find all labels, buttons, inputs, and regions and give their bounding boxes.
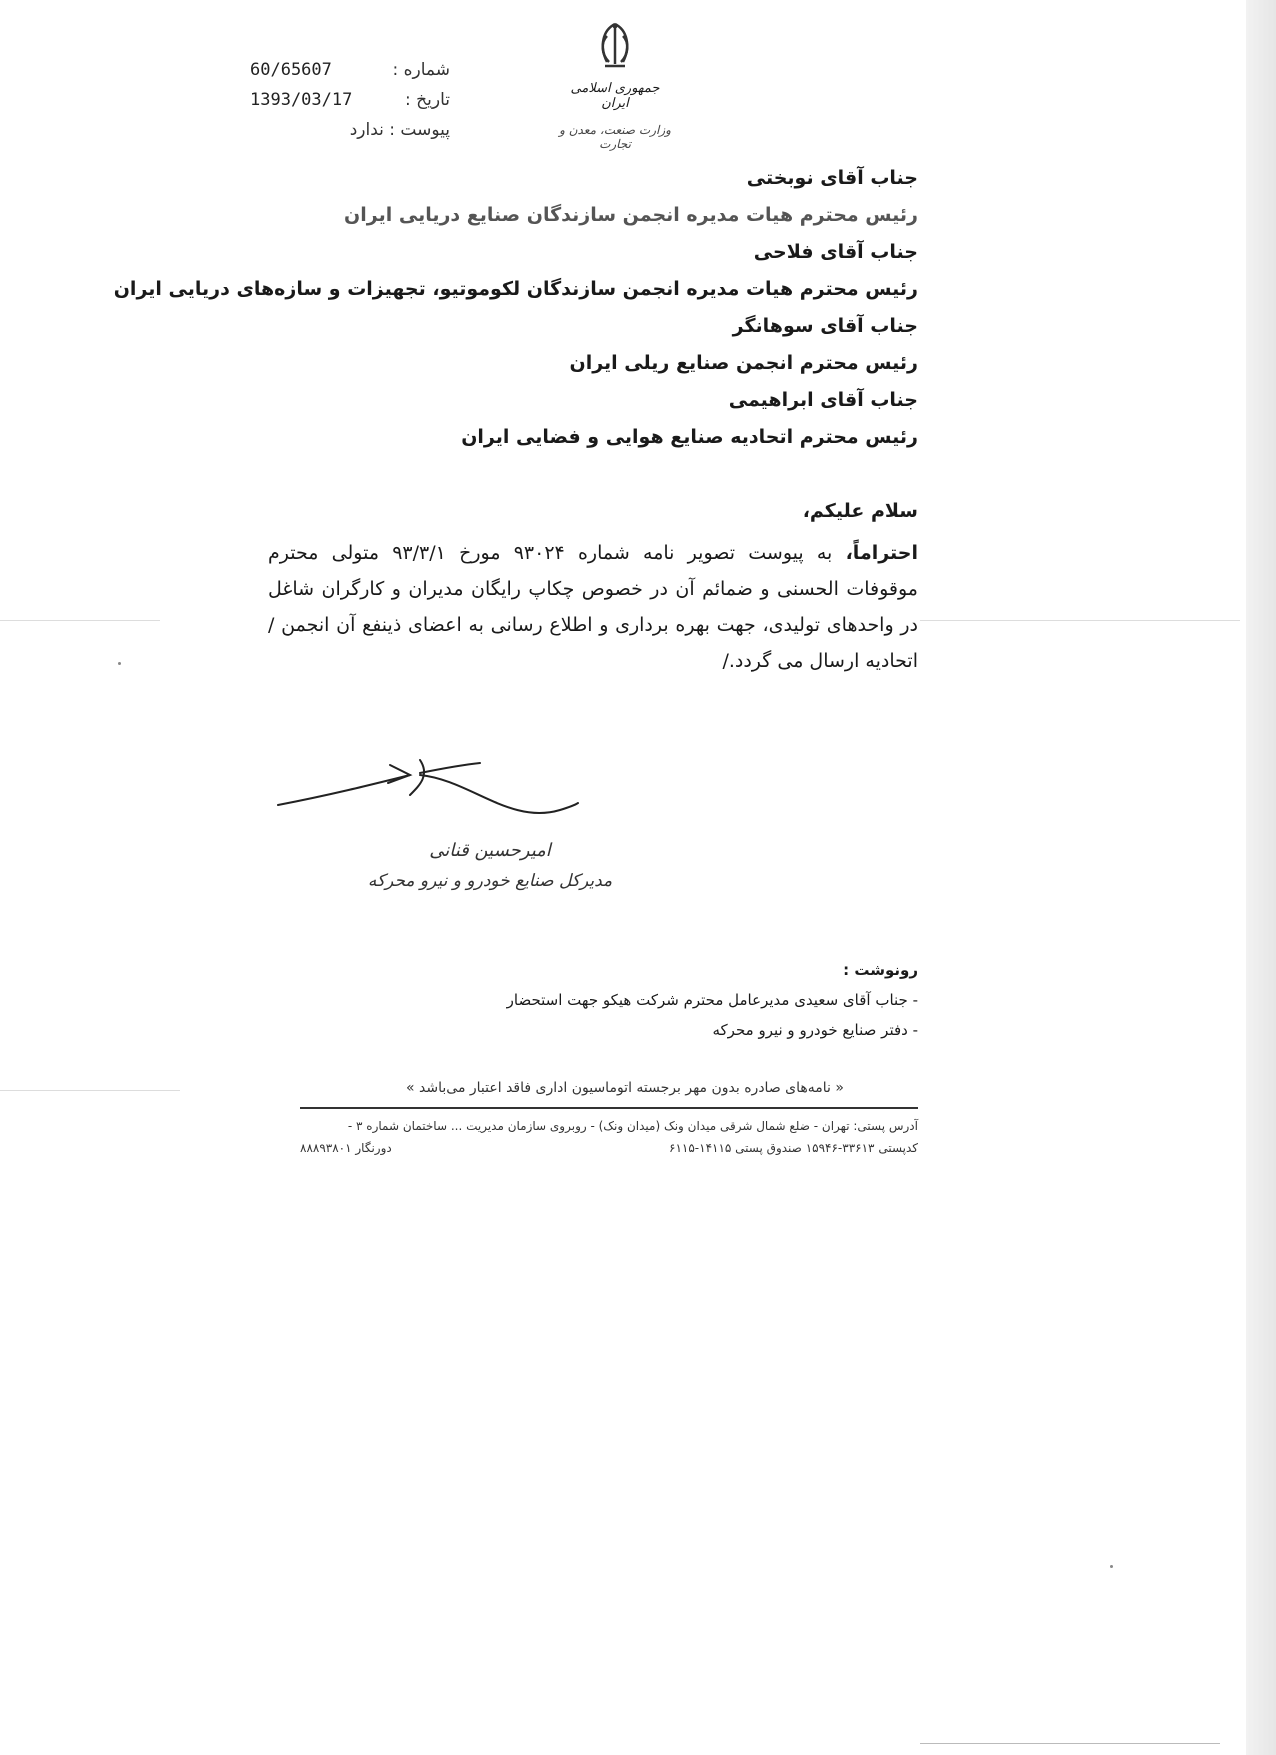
addressee-block (113, 160, 918, 456)
scan-speck (118, 662, 121, 665)
letter-attachment: پیوست : ندارد (349, 120, 450, 140)
addressee-name: جناب آقای سوهانگر (732, 315, 918, 337)
body-lead: احتراماً، (845, 542, 919, 564)
addressee-title: رئیس محترم هیات مدیره انجمن سازندگان لکوموتیو، تجهیزات و سازه‌های دریایی ایران (113, 278, 918, 300)
scan-artifact-line (0, 620, 160, 621)
signer-title: مدیرکل صنایع خودرو و نیرو محرکه (367, 871, 613, 891)
scan-artifact-line (920, 620, 1240, 621)
footer-contact-row (300, 1137, 918, 1159)
cc-block (218, 955, 918, 1045)
meta-attachment-row (250, 115, 450, 145)
footer-fax: دورنگار ۸۸۸۹۳۸۰۱ (300, 1141, 392, 1155)
cc-item: - جناب آقای سعیدی مدیرعامل محترم شرکت هیکو جهت استحضار (506, 991, 918, 1009)
addressee-name: جناب آقای فلاحی (753, 241, 918, 263)
iran-emblem-icon (585, 18, 645, 73)
cc-item: - دفتر صنایع خودرو و نیرو محرکه (712, 1021, 918, 1039)
addressee-title: رئیس محترم هیات مدیره انجمن سازندگان صنایع دریایی ایران (344, 204, 918, 226)
emblem-country-line: جمهوری اسلامی ایران (570, 81, 660, 111)
meta-date-row (250, 85, 450, 115)
scan-artifact-line (920, 1743, 1220, 1744)
handwritten-signature (270, 755, 620, 835)
letter-date: 1393/03/17 (250, 90, 353, 110)
footer-postal-code: کدپستی ۳۳۶۱۳-۱۵۹۴۶ صندوق پستی ۱۴۱۱۵-۶۱۱۵ (669, 1141, 918, 1155)
footer-address-block (300, 1115, 918, 1159)
letter-number: 60/65607 (250, 60, 332, 80)
addressee-name: جناب آقای نوبختی (746, 167, 918, 189)
cc-title: رونوشت : (843, 961, 918, 979)
addressee-name: جناب آقای ابراهیمی (728, 389, 918, 411)
greeting: سلام علیکم، (802, 500, 918, 522)
letter-meta (250, 55, 450, 145)
emblem-ministry-line: وزارت صنعت، معدن و تجارت (559, 123, 671, 151)
scan-edge-strip (1246, 0, 1276, 1755)
letterhead-emblem (555, 18, 675, 151)
scan-speck (1110, 1565, 1113, 1568)
letter-body (268, 535, 918, 679)
footer-divider (300, 1107, 918, 1109)
letter-number-label: شماره : (392, 60, 450, 80)
scan-artifact-line (0, 1090, 180, 1091)
addressee-title: رئیس محترم اتحادیه صنایع هوایی و فضایی ایران (461, 426, 918, 448)
signer-block (300, 840, 680, 891)
meta-number-row (250, 55, 450, 85)
letter-date-label: تاریخ : (405, 90, 450, 110)
footer-address: آدرس پستی: تهران - ضلع شمال شرقی میدان ونک (میدان ونک) - روبروی سازمان مدیریت ... ساختمان شماره ۳ - (347, 1119, 918, 1133)
body-text: به پیوست تصویر نامه شماره ۹۳۰۲۴ مورخ ۹۳/۳/۱ متولی محترم موقوفات الحسنی و ضمائم آن در خصوص چکاپ رایگان مدیران و کارگران شاغل در واحدهای تولیدی، جهت بهره برداری و اطلاع رسانی به اعضای ذینفع آن انجمن / اتحادیه ارسال می گردد./ (268, 542, 918, 672)
footer-validity-note: « نامه‌های صادره بدون مهر برجسته اتوماسیون اداری فاقد اعتبار می‌باشد » (406, 1080, 844, 1096)
addressee-title: رئیس محترم انجمن صنایع ریلی ایران (569, 352, 918, 374)
signer-name: امیرحسین قنانی (429, 840, 551, 861)
